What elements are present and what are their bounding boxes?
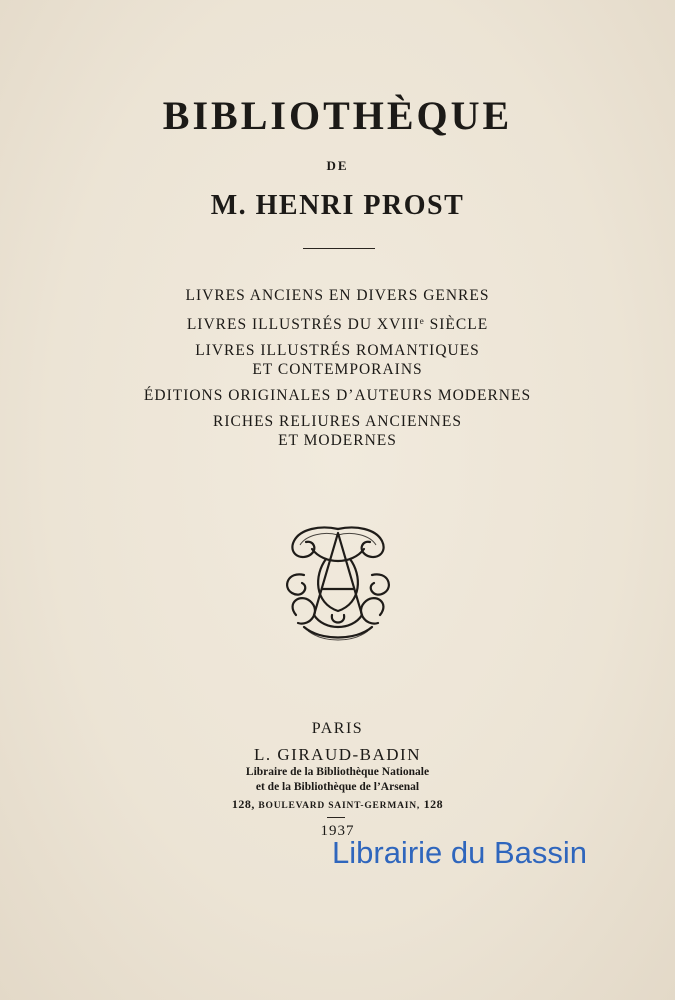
publisher-address [0, 797, 675, 812]
imprint-dash [327, 817, 345, 818]
contents-item-text: SIÈCLE [424, 316, 489, 333]
address-number: 128 [423, 797, 444, 811]
publication-year: 1937 [320, 823, 355, 839]
contents-item-text: LIVRES ILLUSTRÉS DU XVIII [186, 316, 420, 333]
address-number: 128, [231, 797, 255, 811]
interlaced-monogram-icon [274, 515, 402, 645]
contents-item [0, 312, 675, 334]
page-title: BIBLIOTHÈQUE [162, 93, 513, 138]
title-divider [303, 248, 375, 249]
publisher-description-line-2: et de la Bibliothèque de l’Arsenal [255, 781, 420, 793]
watermark-text: Librairie du Bassin [332, 835, 588, 870]
contents-item: LIVRES ANCIENS EN DIVERS GENRES [185, 287, 490, 304]
publisher-name: L. GIRAUD-BADIN [254, 745, 421, 764]
contents-item-continuation: ET MODERNES [278, 432, 397, 449]
contents-list [0, 286, 675, 450]
imprint-city: PARIS [311, 720, 364, 737]
contents-item: RICHES RELIURES ANCIENNES [213, 413, 462, 430]
contents-item-continuation: ET CONTEMPORAINS [252, 361, 423, 378]
superscript: e [419, 316, 425, 326]
title-preposition: DE [326, 158, 349, 173]
address-street: BOULEVARD SAINT-GERMAIN, [258, 801, 421, 811]
contents-item: LIVRES ILLUSTRÉS ROMANTIQUES [195, 342, 480, 359]
contents-item: ÉDITIONS ORIGINALES D’AUTEURS MODERNES [143, 387, 532, 404]
owner-name: M. HENRI PROST [210, 190, 465, 221]
publisher-description-line-1: Libraire de la Bibliothèque Nationale [245, 766, 430, 778]
